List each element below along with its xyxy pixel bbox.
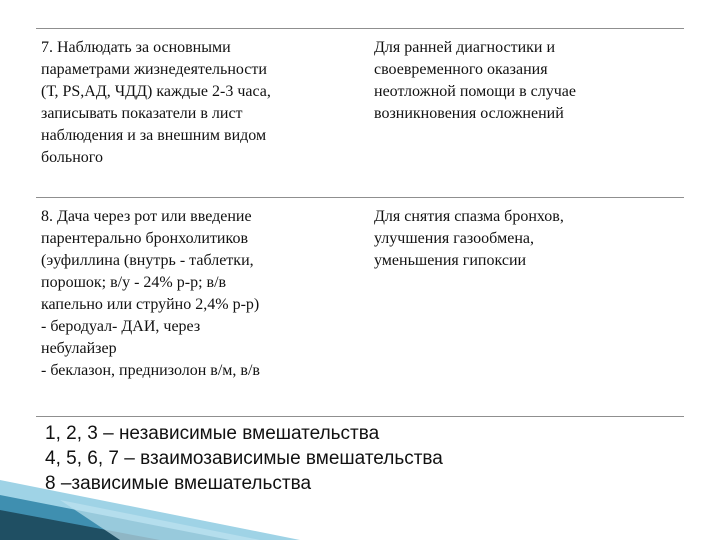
legend-line-independent: 1, 2, 3 – независимые вмешательства	[45, 423, 380, 444]
legend-line-dependent: 8 –зависимые вмешательства	[45, 473, 312, 494]
intervention-legend	[45, 421, 443, 496]
table-row	[36, 197, 684, 417]
action-cell: 8. Дача через рот или введение парентерально бронхолитиков (эуфиллина (внутрь - таблетки, порошок; в/у - 24% р-р; в/в капельно или струйно 2,4% р-р) - беродуал- ДАИ, через небулайзер - беклазон, преднизолон в/м, в/в	[41, 208, 260, 379]
reason-cell: Для ранней диагностики и своевременного оказания неотложной помощи в случае возникновения осложнений	[374, 39, 576, 122]
legend-line-interdependent: 4, 5, 6, 7 – взаимозависимые вмешательства	[45, 448, 443, 469]
action-cell: 7. Наблюдать за основными параметрами жизнедеятельности (Т, PS,АД, ЧДД) каждые 2-3 часа, записывать показатели в лист наблюдения и за внешним видом больного	[41, 39, 271, 166]
table-row	[36, 28, 684, 197]
reason-cell: Для снятия спазма бронхов, улучшения газообмена, уменьшения гипоксии	[374, 208, 564, 269]
care-plan-table	[36, 28, 684, 417]
